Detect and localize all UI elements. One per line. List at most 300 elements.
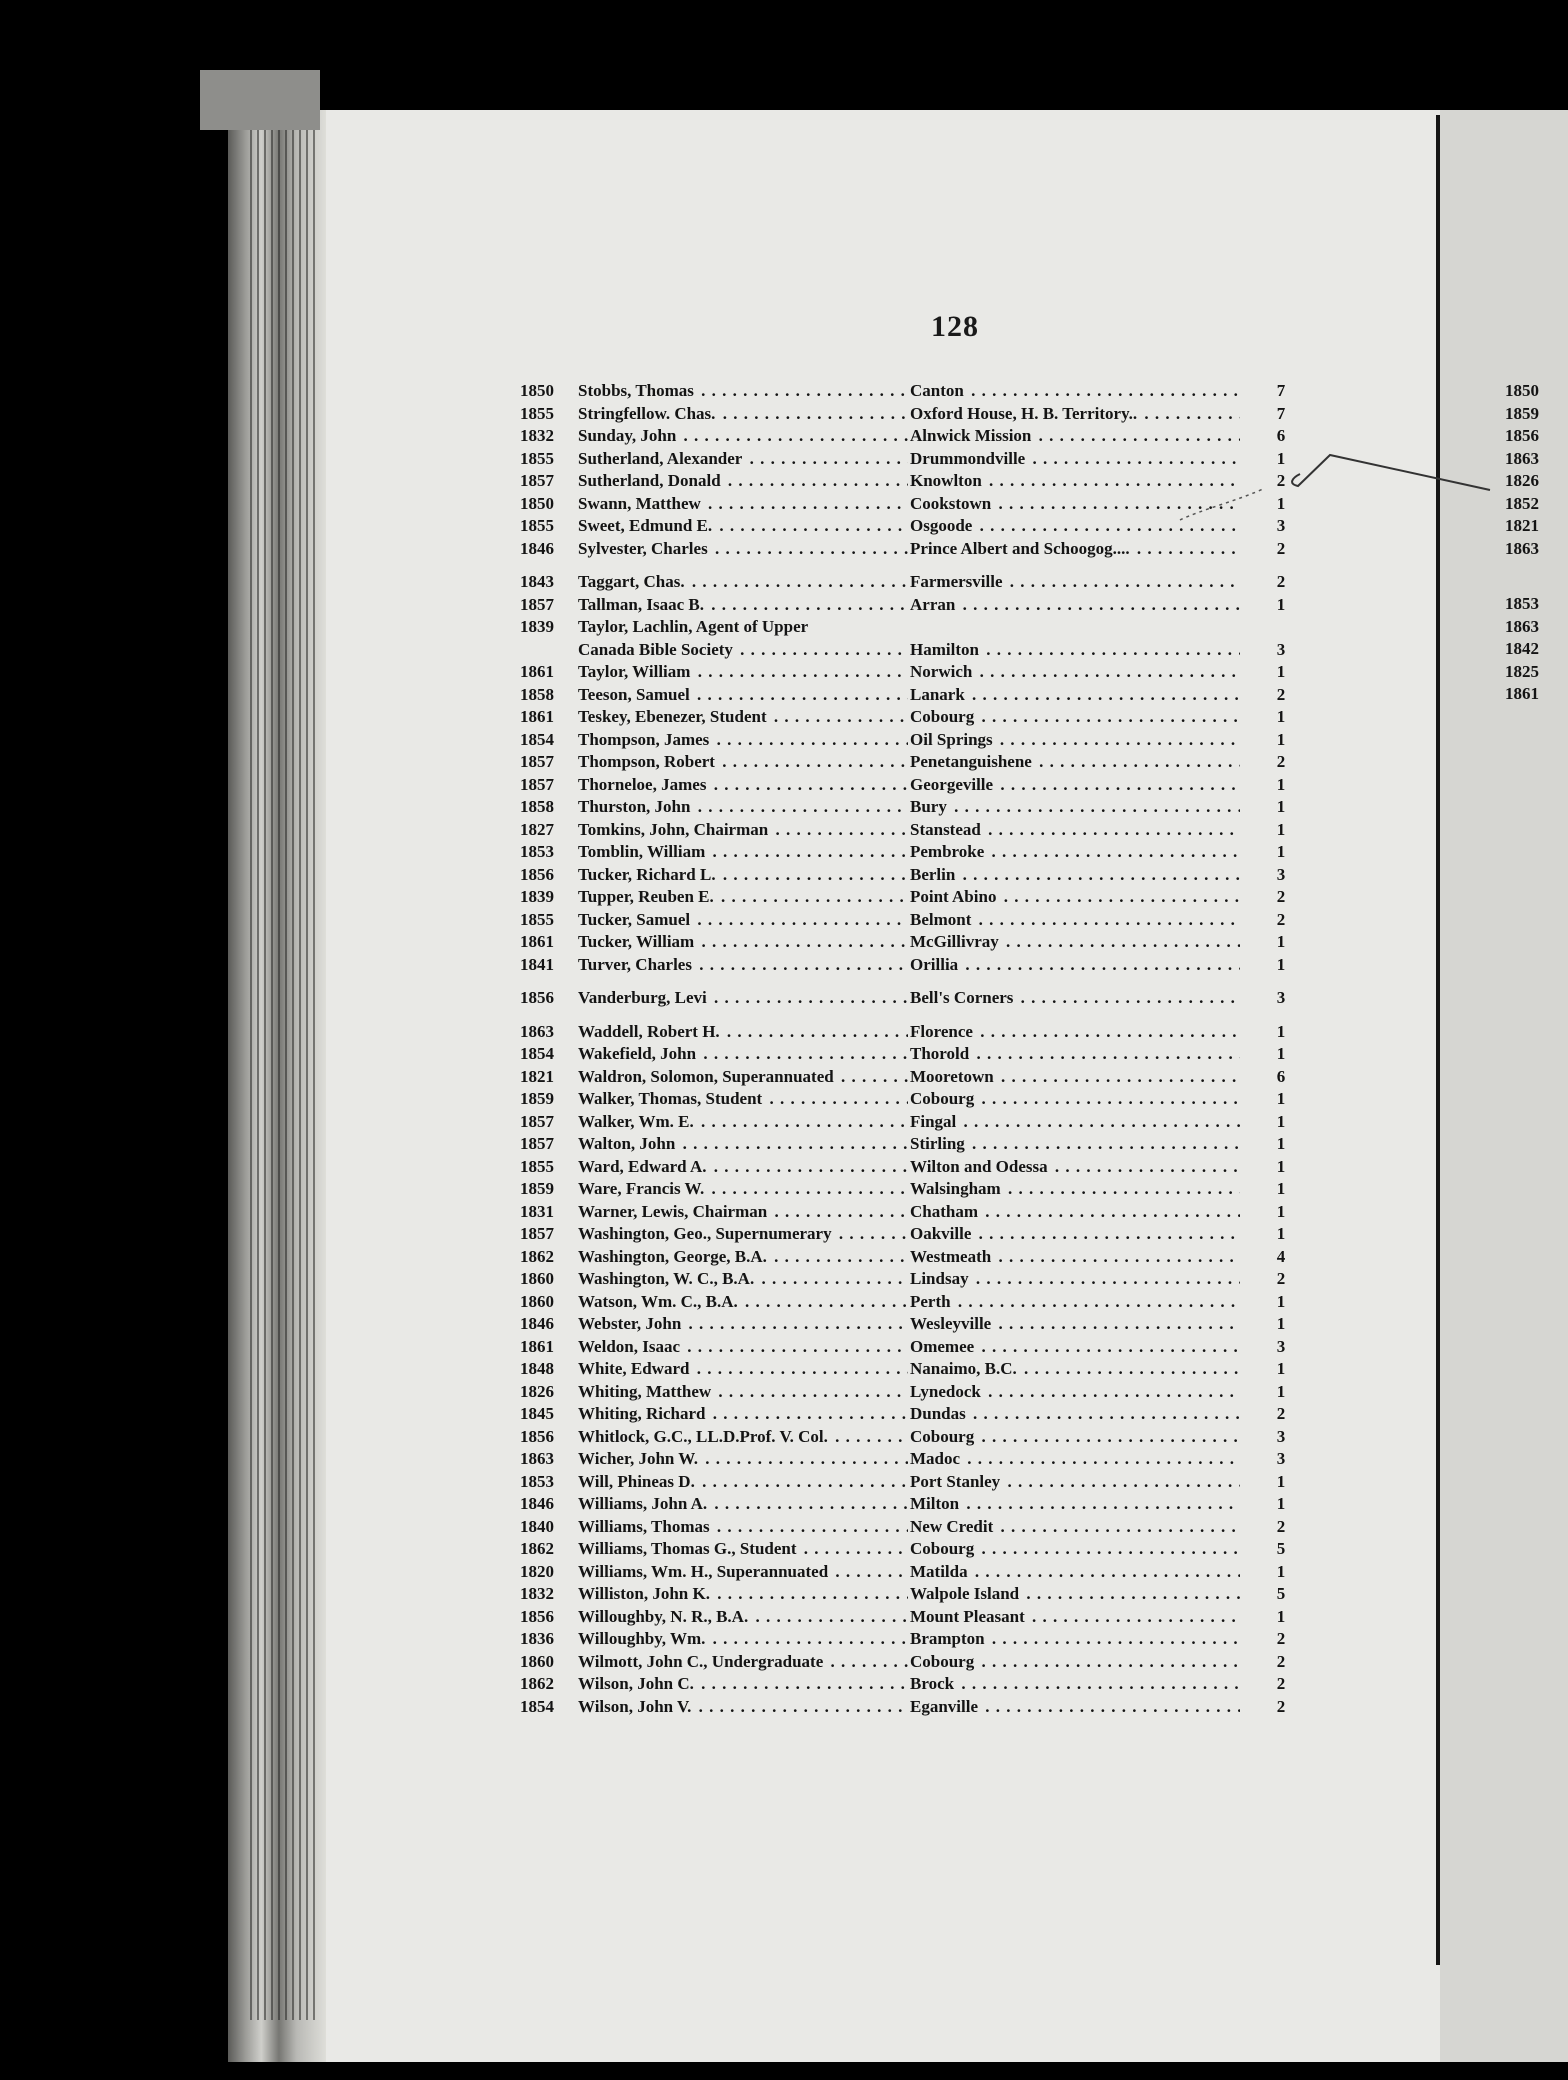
entry-place-text: Dundas [910,1404,966,1423]
entry-place-text: Belmont [910,909,972,929]
directory-entry [520,684,1300,707]
facing-year: 1856 [1505,426,1539,445]
entry-name-text: Whiting, Richard [578,1404,706,1423]
entry-count: 1 [1276,1044,1286,1063]
entry-year: 1859 [520,1089,554,1108]
entry-place-text: Stirling [910,1134,965,1153]
entry-place-text: Arran [910,594,956,614]
entry-place [910,1538,1240,1561]
entry-name-text: Watson, Wm. C., B.A. [578,1291,738,1311]
entry-year: 1839 [520,887,554,906]
entry-place [910,1673,1240,1696]
entry-name [578,1111,908,1134]
entry-place-text: Wilton and Odessa [910,1156,1048,1176]
entry-count: 2 [1276,1674,1286,1693]
entry-name [578,639,908,662]
entry-count: 3 [1276,988,1286,1007]
entry-name-text: Wicher, John W. [578,1449,698,1468]
entry-place [910,1133,1240,1156]
directory-entry [520,1538,1300,1561]
entry-year: 1857 [520,594,554,614]
entry-place-text: Brampton [910,1629,985,1648]
directory-entry [520,425,1300,448]
entry-year: 1855 [520,909,554,929]
entry-name-text: Wilmott, John C., Undergraduate [578,1651,824,1671]
entry-place [910,448,1240,471]
entry-count: 3 [1276,639,1286,659]
entry-name [578,1696,908,1719]
entry-place-text: Bell's Corners [910,988,1014,1007]
entry-name-text: Tucker, William [578,932,695,951]
entry-place [910,886,1240,909]
entry-place [910,1606,1240,1629]
facing-year: 1863 [1505,616,1539,636]
directory-entry [520,1516,1300,1539]
entry-year: 1840 [520,1516,554,1536]
entry-name-text: Tallman, Isaac B. [578,594,704,614]
entry-name [578,1223,908,1246]
entry-place-text: Lanark [910,684,965,704]
entry-year: 1843 [520,572,554,591]
entry-name [578,515,908,538]
entry-count: 4 [1276,1246,1286,1266]
entry-name [578,1358,908,1381]
directory-entry [520,987,1300,1010]
entry-year: 1857 [520,1111,554,1131]
facing-year: 1850 [1505,381,1539,400]
entry-name [578,1043,908,1066]
entry-place [910,819,1240,842]
entry-place [910,470,1240,493]
entry-count: 1 [1276,1381,1286,1401]
directory-entry [520,1111,1300,1134]
entry-year: 1850 [520,493,554,513]
directory-entry [520,751,1300,774]
directory-entry [520,1066,1300,1089]
facing-year: 1861 [1505,684,1539,703]
entry-place-text: Point Abino [910,887,997,906]
entry-count: 1 [1276,1089,1286,1108]
entry-year: 1861 [520,662,554,681]
entry-year: 1863 [520,1449,554,1468]
entry-place-text: Orillia [910,954,959,974]
entry-name-text: Wakefield, John [578,1044,697,1063]
entry-place-text: Stanstead [910,819,981,839]
entry-year: 1831 [520,1201,554,1221]
entry-name [578,1201,908,1224]
entry-name [578,987,908,1010]
entry-name-text: Taylor, William [578,662,691,681]
entry-year: 1856 [520,988,554,1007]
entry-count: 2 [1276,572,1286,591]
entry-name-text: Tomblin, William [578,842,706,861]
entry-year: 1862 [520,1674,554,1693]
entry-count: 2 [1276,471,1286,490]
entry-year: 1857 [520,1134,554,1153]
entry-place-text: Oil Springs [910,729,993,749]
directory-entry [520,909,1300,932]
entry-name-text: White, Edward [578,1359,690,1378]
directory-entry [520,1381,1300,1404]
entry-place [910,729,1240,752]
entry-place [910,684,1240,707]
entry-name-text: Sutherland, Alexander [578,448,743,468]
directory-entry [520,661,1300,684]
entry-name-text: Thorneloe, James [578,774,707,794]
directory-entry [520,1628,1300,1651]
entry-name-text: Walton, John [578,1134,676,1153]
entry-name [578,729,908,752]
entry-count: 3 [1276,516,1286,535]
entry-name-text: Willoughby, Wm. [578,1629,706,1648]
entry-name [578,1651,908,1674]
entry-place-text: Knowlton [910,471,982,490]
entry-count: 1 [1276,448,1286,468]
entry-count: 5 [1276,1584,1286,1603]
entry-count: 2 [1276,538,1286,558]
directory-list [520,380,1300,1718]
entry-count: 1 [1276,1359,1286,1378]
entry-count: 1 [1276,1494,1286,1513]
entry-name-text: Williams, Thomas [578,1516,710,1536]
entry-place [910,1583,1240,1606]
entry-count: 1 [1276,594,1286,614]
entry-place-text: Alnwick Mission [910,426,1032,445]
entry-place [910,493,1240,516]
entry-place [910,841,1240,864]
entry-name [578,403,908,426]
entry-name-text: Washington, W. C., B.A. [578,1269,755,1288]
entry-place-text: McGillivray [910,932,999,951]
entry-name [578,571,908,594]
entry-name [578,1313,908,1336]
entry-name [578,819,908,842]
entry-year: 1863 [520,1021,554,1041]
entry-place-text: Matilda [910,1561,968,1581]
entry-name [578,1606,908,1629]
entry-place [910,1111,1240,1134]
entry-name-text: Turver, Charles [578,954,692,974]
entry-name-text: Tucker, Samuel [578,909,691,929]
entry-place-text: Cobourg [910,1089,975,1108]
entry-name [578,425,908,448]
entry-name [578,1381,908,1404]
entry-year: 1860 [520,1651,554,1671]
entry-place-text: Hamilton [910,639,979,659]
entry-name-text: Vanderburg, Levi [578,988,707,1007]
entry-name [578,538,908,561]
entry-place [910,1381,1240,1404]
entry-place [910,864,1240,887]
directory-entry [520,1471,1300,1494]
entry-year: 1832 [520,426,554,445]
directory-entry [520,380,1300,403]
directory-entry [520,774,1300,797]
entry-name-text: Washington, George, B.A. [578,1246,767,1266]
entry-year: 1846 [520,1494,554,1513]
entry-year: 1855 [520,516,554,535]
entry-count: 1 [1276,842,1286,861]
entry-place [910,1291,1240,1314]
entry-place-text: Madoc [910,1449,961,1468]
entry-year: 1854 [520,1696,554,1716]
entry-name-text: Stobbs, Thomas [578,381,694,400]
entry-place-text: Pembroke [910,842,985,861]
entry-place [910,1201,1240,1224]
directory-entry [520,403,1300,426]
entry-name [578,1516,908,1539]
entry-count: 1 [1276,1291,1286,1311]
entry-name-text: Whitlock, G.C., LL.D.Prof. V. Col. [578,1426,828,1446]
entry-count: 3 [1276,864,1286,884]
entry-place-text: Perth [910,1291,951,1311]
entry-count: 1 [1276,1606,1286,1626]
directory-entry [520,886,1300,909]
directory-entry [520,819,1300,842]
entry-name [578,1178,908,1201]
entry-name [578,796,908,819]
directory-entry [520,1426,1300,1449]
directory-entry [520,931,1300,954]
entry-place-text: Westmeath [910,1246,992,1266]
directory-entry [520,616,1300,639]
entry-name-text: Weldon, Isaac [578,1336,681,1356]
entry-name-text: Sunday, John [578,426,677,445]
directory-entry [520,841,1300,864]
entry-name [578,470,908,493]
entry-name-text: Warner, Lewis, Chairman [578,1201,768,1221]
entry-year: 1857 [520,471,554,490]
entry-place-text: New Credit [910,1516,994,1536]
entry-count: 2 [1276,1651,1286,1671]
entry-name-text: Willoughby, N. R., B.A. [578,1606,749,1626]
entry-year: 1862 [520,1539,554,1558]
entry-name [578,1673,908,1696]
directory-entry [520,1403,1300,1426]
directory-entry [520,1696,1300,1719]
facing-year: 1821 [1505,516,1539,535]
entry-name-text: Williams, Thomas G., Student [578,1539,797,1558]
entry-place [910,538,1240,561]
entry-place-text: Lynedock [910,1381,981,1401]
entry-name [578,594,908,617]
entry-year: 1850 [520,381,554,400]
entry-count: 1 [1276,1314,1286,1333]
entry-name-text: Teskey, Ebenezer, Student [578,707,767,726]
entry-place [910,706,1240,729]
entry-place-text: Omemee [910,1336,975,1356]
entry-name [578,1246,908,1269]
entry-count: 1 [1276,707,1286,726]
entry-place [910,661,1240,684]
entry-name-text: Stringfellow. Chas. [578,403,716,423]
entry-count: 5 [1276,1539,1286,1558]
entry-place [910,1043,1240,1066]
entry-count: 1 [1276,954,1286,974]
entry-count: 2 [1276,887,1286,906]
entry-count: 6 [1276,1066,1286,1086]
entry-name [578,841,908,864]
entry-place-text: Cobourg [910,1426,975,1446]
entry-name-text: Thompson, Robert [578,752,715,771]
entry-count: 1 [1276,1156,1286,1176]
entry-place-text: Mount Pleasant [910,1606,1025,1626]
entry-name [578,1066,908,1089]
entry-year: 1855 [520,403,554,423]
entry-count: 1 [1276,662,1286,681]
entry-year: 1820 [520,1561,554,1581]
entry-count: 2 [1276,684,1286,704]
entry-place [910,571,1240,594]
entry-place [910,1516,1240,1539]
entry-count: 1 [1276,1111,1286,1131]
entry-name [578,1291,908,1314]
entry-place-text: Chatham [910,1201,979,1221]
entry-count: 7 [1276,381,1286,400]
entry-name [578,1538,908,1561]
entry-place [910,1696,1240,1719]
entry-name [578,774,908,797]
entry-count: 7 [1276,403,1286,423]
directory-entry [520,1358,1300,1381]
entry-count: 1 [1276,774,1286,794]
entry-name [578,1336,908,1359]
entry-name [578,1088,908,1111]
entry-place-text: Prince Albert and Schoogog.... [910,538,1130,558]
entry-place-text: Lindsay [910,1269,969,1288]
entry-year: 1859 [520,1179,554,1198]
entry-place-text: Oakville [910,1224,972,1243]
entry-count: 3 [1276,1336,1286,1356]
directory-entry [520,796,1300,819]
entry-place [910,1066,1240,1089]
directory-entry [520,448,1300,471]
entry-place [910,1156,1240,1179]
entry-name-text: Sutherland, Donald [578,471,721,490]
entry-place [910,1178,1240,1201]
entry-place [910,1628,1240,1651]
entry-name [578,1448,908,1471]
entry-place [910,931,1240,954]
entry-name [578,616,908,639]
entry-year: 1846 [520,538,554,558]
entry-name [578,886,908,909]
entry-name-text: Washington, Geo., Supernumerary [578,1224,832,1243]
entry-place [910,1403,1240,1426]
entry-place-text: Cobourg [910,1539,975,1558]
entry-count: 2 [1276,1269,1286,1288]
entry-place [910,594,1240,617]
entry-name [578,751,908,774]
entry-place [910,1088,1240,1111]
entry-year: 1856 [520,864,554,884]
directory-entry [520,594,1300,617]
entry-name [578,1268,908,1291]
entry-place-text: Norwich [910,662,973,681]
entry-place-text: Wesleyville [910,1314,992,1333]
entry-count: 2 [1276,752,1286,771]
directory-entry [520,1223,1300,1246]
entry-place [910,909,1240,932]
entry-place [910,987,1240,1010]
directory-entry [520,1088,1300,1111]
entry-place-text: Nanaimo, B.C. [910,1359,1017,1378]
entry-place [910,1336,1240,1359]
entry-year: 1860 [520,1269,554,1288]
entry-year: 1862 [520,1246,554,1266]
entry-place [910,954,1240,977]
entry-count: 1 [1276,797,1286,816]
entry-name [578,493,908,516]
entry-place-text: Port Stanley [910,1471,1001,1491]
entry-name [578,909,908,932]
entry-year: 1857 [520,752,554,771]
entry-count: 1 [1276,1179,1286,1198]
entry-name-text: Sweet, Edmund E. [578,516,713,535]
entry-year: 1857 [520,774,554,794]
directory-entry [520,1493,1300,1516]
entry-count: 1 [1276,1224,1286,1243]
entry-count: 2 [1276,909,1286,929]
entry-year: 1854 [520,1044,554,1063]
entry-place-text: Walsingham [910,1179,1001,1198]
entry-year: 1846 [520,1314,554,1333]
directory-entry [520,1178,1300,1201]
directory-entry [520,1561,1300,1584]
entry-place-text: Penetanguishene [910,752,1032,771]
facing-year: 1853 [1505,594,1539,613]
entry-count: 1 [1276,729,1286,749]
directory-entry [520,1583,1300,1606]
entry-year: 1855 [520,1156,554,1176]
entry-count: 1 [1276,493,1286,513]
entry-name [578,1403,908,1426]
entry-name [578,1561,908,1584]
directory-entry [520,1043,1300,1066]
entry-name [578,1426,908,1449]
facing-year: 1863 [1505,538,1539,558]
entry-name-text: Teeson, Samuel [578,684,690,704]
directory-entry [520,571,1300,594]
entry-name [578,1493,908,1516]
entry-count: 1 [1276,932,1286,951]
directory-entry [520,515,1300,538]
entry-name-text: Wilson, John C. [578,1674,694,1693]
entry-place-text: Brock [910,1674,955,1693]
entry-name-text: Ware, Francis W. [578,1179,705,1198]
entry-place-text: Eganville [910,1696,979,1716]
entry-place [910,774,1240,797]
entry-place [910,1223,1240,1246]
entry-name [578,380,908,403]
entry-place [910,515,1240,538]
entry-name-text: Ward, Edward A. [578,1156,707,1176]
directory-entry [520,864,1300,887]
entry-name-text: Sylvester, Charles [578,538,708,558]
entry-place [910,1426,1240,1449]
entry-name-text: Williston, John K. [578,1584,710,1603]
entry-name-text: Taylor, Lachlin, Agent of Upper [578,617,809,636]
entry-name-text: Thompson, James [578,729,710,749]
entry-name-text: Walker, Thomas, Student [578,1089,763,1108]
entry-year: 1853 [520,842,554,861]
facing-year: 1825 [1505,661,1539,681]
entry-count: 3 [1276,1426,1286,1446]
entry-place-text: Walpole Island [910,1584,1020,1603]
entry-place [910,1313,1240,1336]
entry-place [910,1471,1240,1494]
entry-year: 1832 [520,1584,554,1603]
